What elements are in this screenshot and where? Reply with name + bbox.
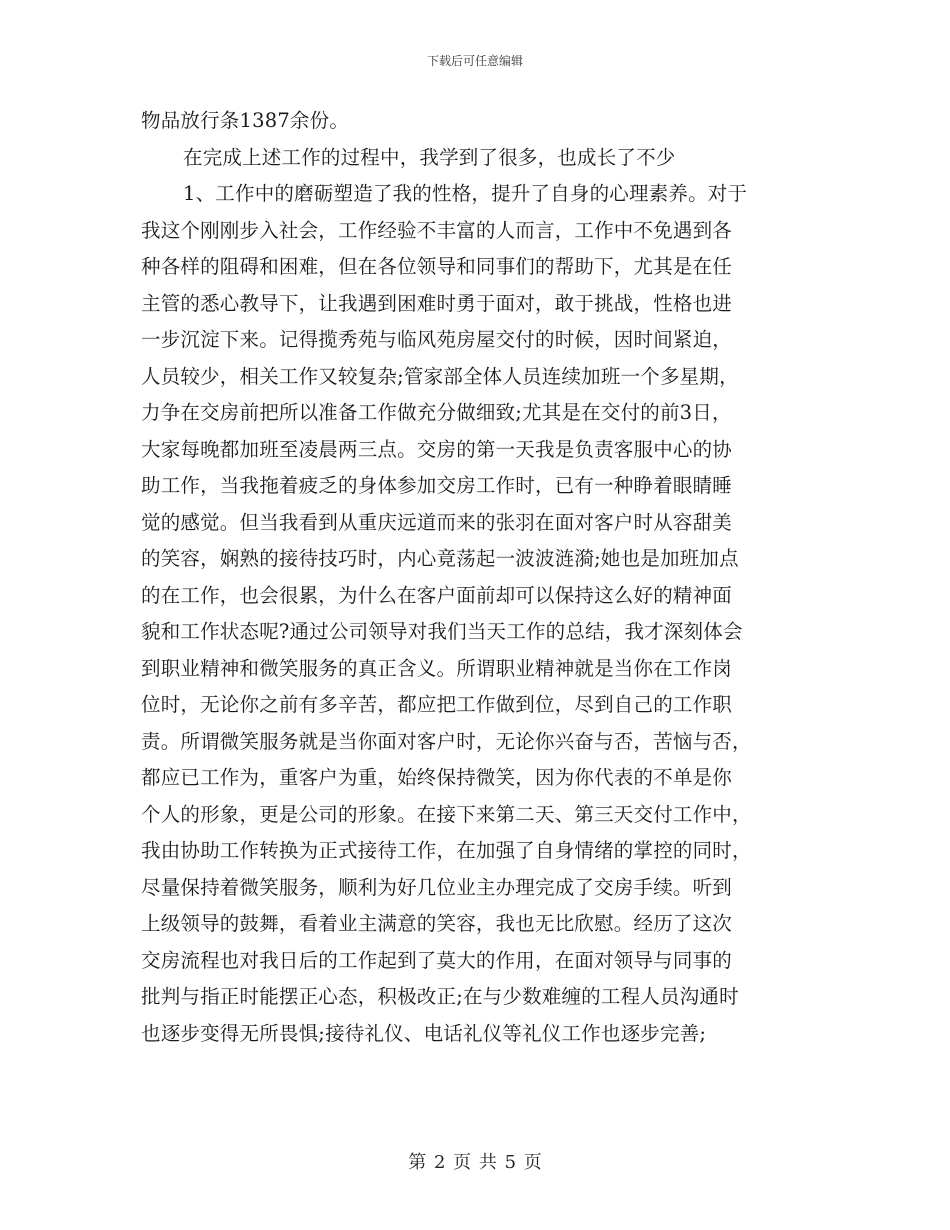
text-line: 在完成上述工作的过程中，我学到了很多，也成长了不少	[183, 145, 676, 169]
text-line: 位时，无论你之前有多辛苦，都应把工作做到位，尽到自己的工作职	[141, 693, 733, 716]
text-line: 到职业精神和微笑服务的真正含义。所谓职业精神就是当你在工作岗	[141, 656, 733, 680]
text-line: 大家每晚都加班至凌晨两三点。交房的第一天我是负责客服中心的协	[141, 437, 733, 461]
text-line: 主管的悉心教导下，让我遇到困难时勇于面对，敢于挑战，性格也进	[141, 291, 733, 315]
text-line: 我由协助工作转换为正式接待工作，在加强了自身情绪的掌控的同时，	[141, 839, 752, 862]
text-line: 1、工作中的磨砺塑造了我的性格，提升了自身的心理素养。对于	[183, 182, 748, 205]
text-line: 个人的形象，更是公司的形象。在接下来第二天、第三天交付工作中，	[141, 802, 752, 826]
text-line: 的在工作，也会很累，为什么在客户面前却可以保持这么好的精神面	[141, 583, 733, 607]
text-line: 批判与指正时能摆正心态，积极改正;在与少数难缠的工程人员沟通时	[141, 985, 739, 1008]
text-line: 上级领导的鼓舞，看着业主满意的笑容，我也无比欣慰。经历了这次	[141, 912, 733, 935]
text-line: 也逐步变得无所畏惧;接待礼仪、电话礼仪等礼仪工作也逐步完善;	[141, 1021, 707, 1045]
text-line: 貌和工作状态呢?通过公司领导对我们当天工作的总结，我才深刻体会	[141, 620, 743, 643]
text-line: 觉的感觉。但当我看到从重庆远道而来的张羽在面对客户时从容甜美	[141, 510, 733, 534]
text-line: 的笑容，娴熟的接待技巧时，内心竟荡起一波波涟漪;她也是加班加点	[141, 547, 739, 570]
text-line: 尽量保持着微笑服务，顺利为好几位业主办理完成了交房手续。听到	[141, 875, 733, 899]
text-line: 责。所谓微笑服务就是当你面对客户时，无论你兴奋与否，苦恼与否，	[141, 729, 752, 753]
text-line: 人员较少，相关工作又较复杂;管家部全体人员连续加班一个多星期，	[141, 364, 739, 388]
document-body	[141, 103, 809, 1052]
text-line: 种各样的阻碍和困难，但在各位领导和同事们的帮助下，尤其是在任	[141, 255, 733, 278]
page-number-footer: 第 2 页 共 5 页	[408, 1152, 542, 1173]
text-line: 都应已工作为，重客户为重，始终保持微笑，因为你代表的不单是你	[141, 766, 733, 789]
text-line: 物品放行条1387余份。	[141, 109, 350, 132]
text-line: 一步沉淀下来。记得揽秀苑与临风苑房屋交付的时候，因时间紧迫，	[141, 328, 733, 351]
text-line: 力争在交房前把所以准备工作做充分做细致;尤其是在交付的前3日，	[141, 401, 732, 424]
text-line: 我这个刚刚步入社会，工作经验不丰富的人而言，工作中不免遇到各	[141, 218, 733, 242]
page-header-note: 下载后可任意编辑	[426, 54, 523, 68]
text-line: 交房流程也对我日后的工作起到了莫大的作用，在面对领导与同事的	[141, 948, 733, 972]
text-line: 助工作，当我拖着疲乏的身体参加交房工作时，已有一种睁着眼睛睡	[141, 474, 733, 497]
